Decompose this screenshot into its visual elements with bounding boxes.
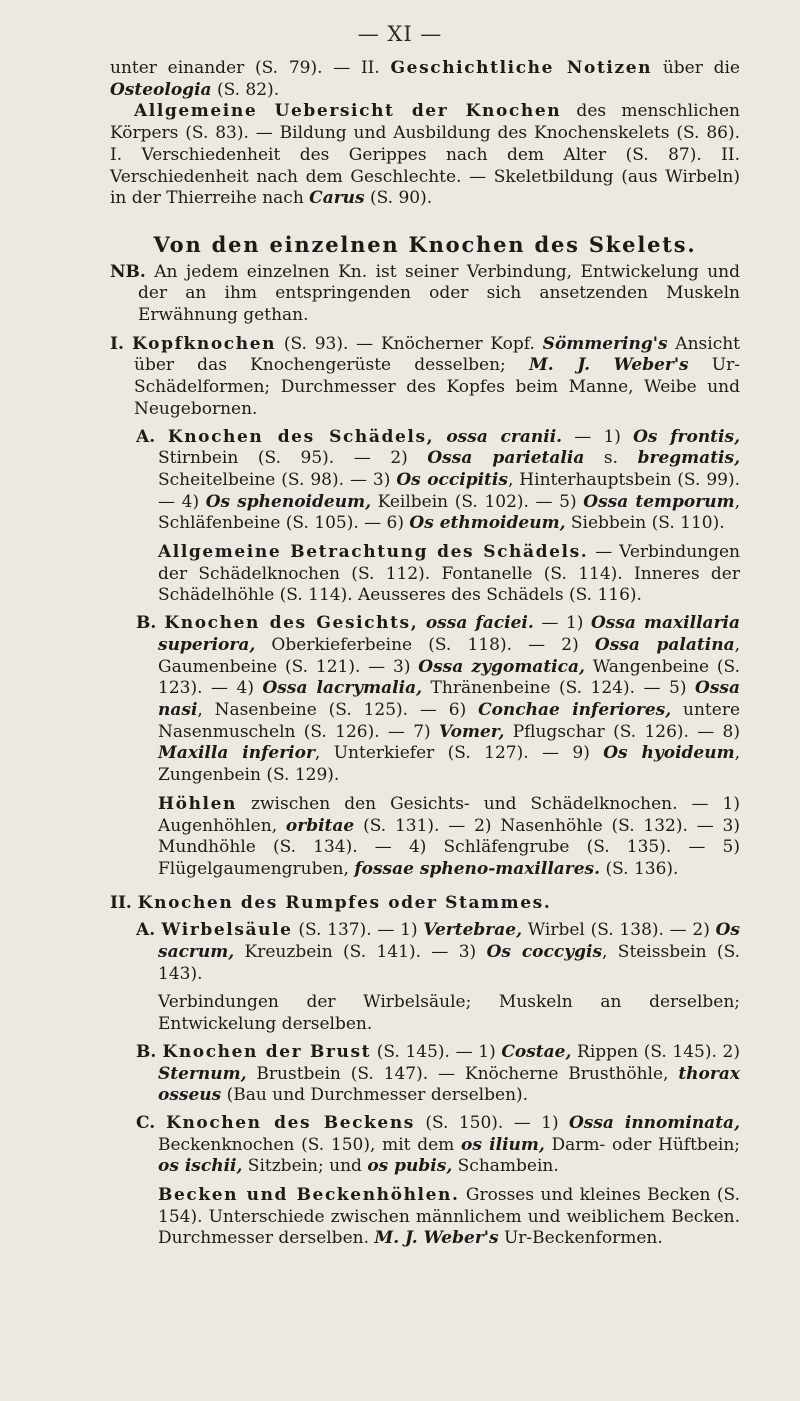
entry-wirbelsaeule: A. Wirbelsäule (S. 137). — 1) Vertebrae, Wirbel (S. 138). — 2) Os sacrum, Kreuzbein (S. 141). — 3) Os coccygis, Steissbein (S. 143). bbox=[136, 920, 741, 984]
entry-schaedel: A. Knochen des Schädels, ossa cranii. — 1) Os frontis, Stirnbein (S. 95). — 2) Ossa parietalia s. bregmatis, Scheitelbeine (S. 98). — 3) Os occipitis, Hinterhauptsbein (S. 99). — 4) Os sphenoideum, Keilbein (S. 102). — 5) Ossa temporum, Schläfenbeine (S. 105). — 6) Os ethmoideum, Siebbein (S. 110). bbox=[136, 426, 741, 534]
page-number: — XI — bbox=[357, 22, 443, 46]
heading-allgemeine-uebersicht: Allgemeine Uebersicht der Knochen bbox=[134, 101, 562, 122]
entry-rumpf: II. Knochen des Rumpfes oder Stammes. bbox=[110, 892, 552, 913]
entry-schaedel-betrachtung: Allgemeine Betrachtung des Schädels. — Verbindungen der Schädelknochen (S. 112). Fontanelle (S. 114). Inneres der Schädelhöhle (S. 114). Aeusseres des Schädels (S. 116). bbox=[158, 542, 740, 606]
section-title: Von den einzelnen Knochen des Skelets. bbox=[153, 231, 697, 257]
entry-kopfknochen: I. Kopfknochen (S. 93). — Knöcherner Kopf. Sömmering's Ansicht über das Knochengerüste desselben; M. J. Weber's Ur-Schädelformen; Durchmesser des Kopfes beim Manne, Weibe und Neugebornen. bbox=[110, 333, 741, 419]
entry-brust: B. Knochen der Brust (S. 145). — 1) Costae, Rippen (S. 145). 2) Sternum, Brustbein (S. 147). — Knöcherne Brusthöhle, thorax osseus (Bau und Durchmesser derselben). bbox=[136, 1041, 740, 1106]
nb-note: NB. An jedem einzelnen Kn. ist seiner Verbindung, Entwickelung und der an ihm entspringenden oder sich ansetzenden Muskeln Erwähnung gethan. bbox=[110, 261, 740, 326]
entry-beckenhoehlen: Becken und Beckenhöhlen. Grosses und kleines Becken (S. 154). Unterschiede zwischen männlichem und weiblichem Becken. Durchmesser derselben. M. J. Weber's Ur-Beckenformen. bbox=[158, 1185, 740, 1249]
intro-paragraph: unter einander (S. 79). — II. Geschichtliche Notizen über die Osteologia (S. 82). Allgemeine Uebersicht der Knochen des menschlichen Körpers (S. 83). — Bildung und Ausbildung des Knochenskelets (S. 86). I. Verschiedenheit des Gerippes nach dem Alter (S. 87). II. Verschiedenheit nach dem Geschlechte. — Skeletbildung (aus Wirbeln) in der Thierreihe nach Carus (S. 90). bbox=[110, 58, 741, 209]
page-content bbox=[110, 58, 740, 1250]
heading-geschichtliche-notizen: Geschichtliche Notizen bbox=[390, 58, 653, 78]
entry-wirbelsaeule-verbindungen: Verbindungen der Wirbelsäule; Muskeln an derselben; Entwickelung derselben. bbox=[158, 992, 740, 1035]
entry-hoehlen: Höhlen zwischen den Gesichts- und Schädelknochen. — 1) Augenhöhlen, orbitae (S. 131). — 2) Nasenhöhle (S. 132). — 3) Mundhöhle (S. 134). — 4) Schläfengrube (S. 135). — 5) Flügelgaumengruben, fossae spheno-maxillares. (S. 136). bbox=[158, 793, 740, 879]
entry-becken: C. Knochen des Beckens (S. 150). — 1) Ossa innominata, Beckenknochen (S. 150), mit dem os ilium, Darm- oder Hüftbein; os ischii, Sitzbein; und os pubis, Schambein. bbox=[136, 1112, 740, 1177]
entry-gesicht: B. Knochen des Gesichts, ossa faciei. — 1) Ossa maxillaria superiora, Oberkieferbeine (S. 118). — 2) Ossa palatina, Gaumenbeine (S. 121). — 3) Ossa zygomatica, Wangenbeine (S. 123). — 4) Ossa lacrymalia, Thränenbeine (S. 124). — 5) Ossa nasi, Nasenbeine (S. 125). — 6) Conchae inferiores, untere Nasenmuscheln (S. 126). — 7) Vomer, Pflugschar (S. 126). — 8) Maxilla inferior, Unterkiefer (S. 127). — 9) Os hyoideum, Zungenbein (S. 129). bbox=[136, 613, 741, 786]
